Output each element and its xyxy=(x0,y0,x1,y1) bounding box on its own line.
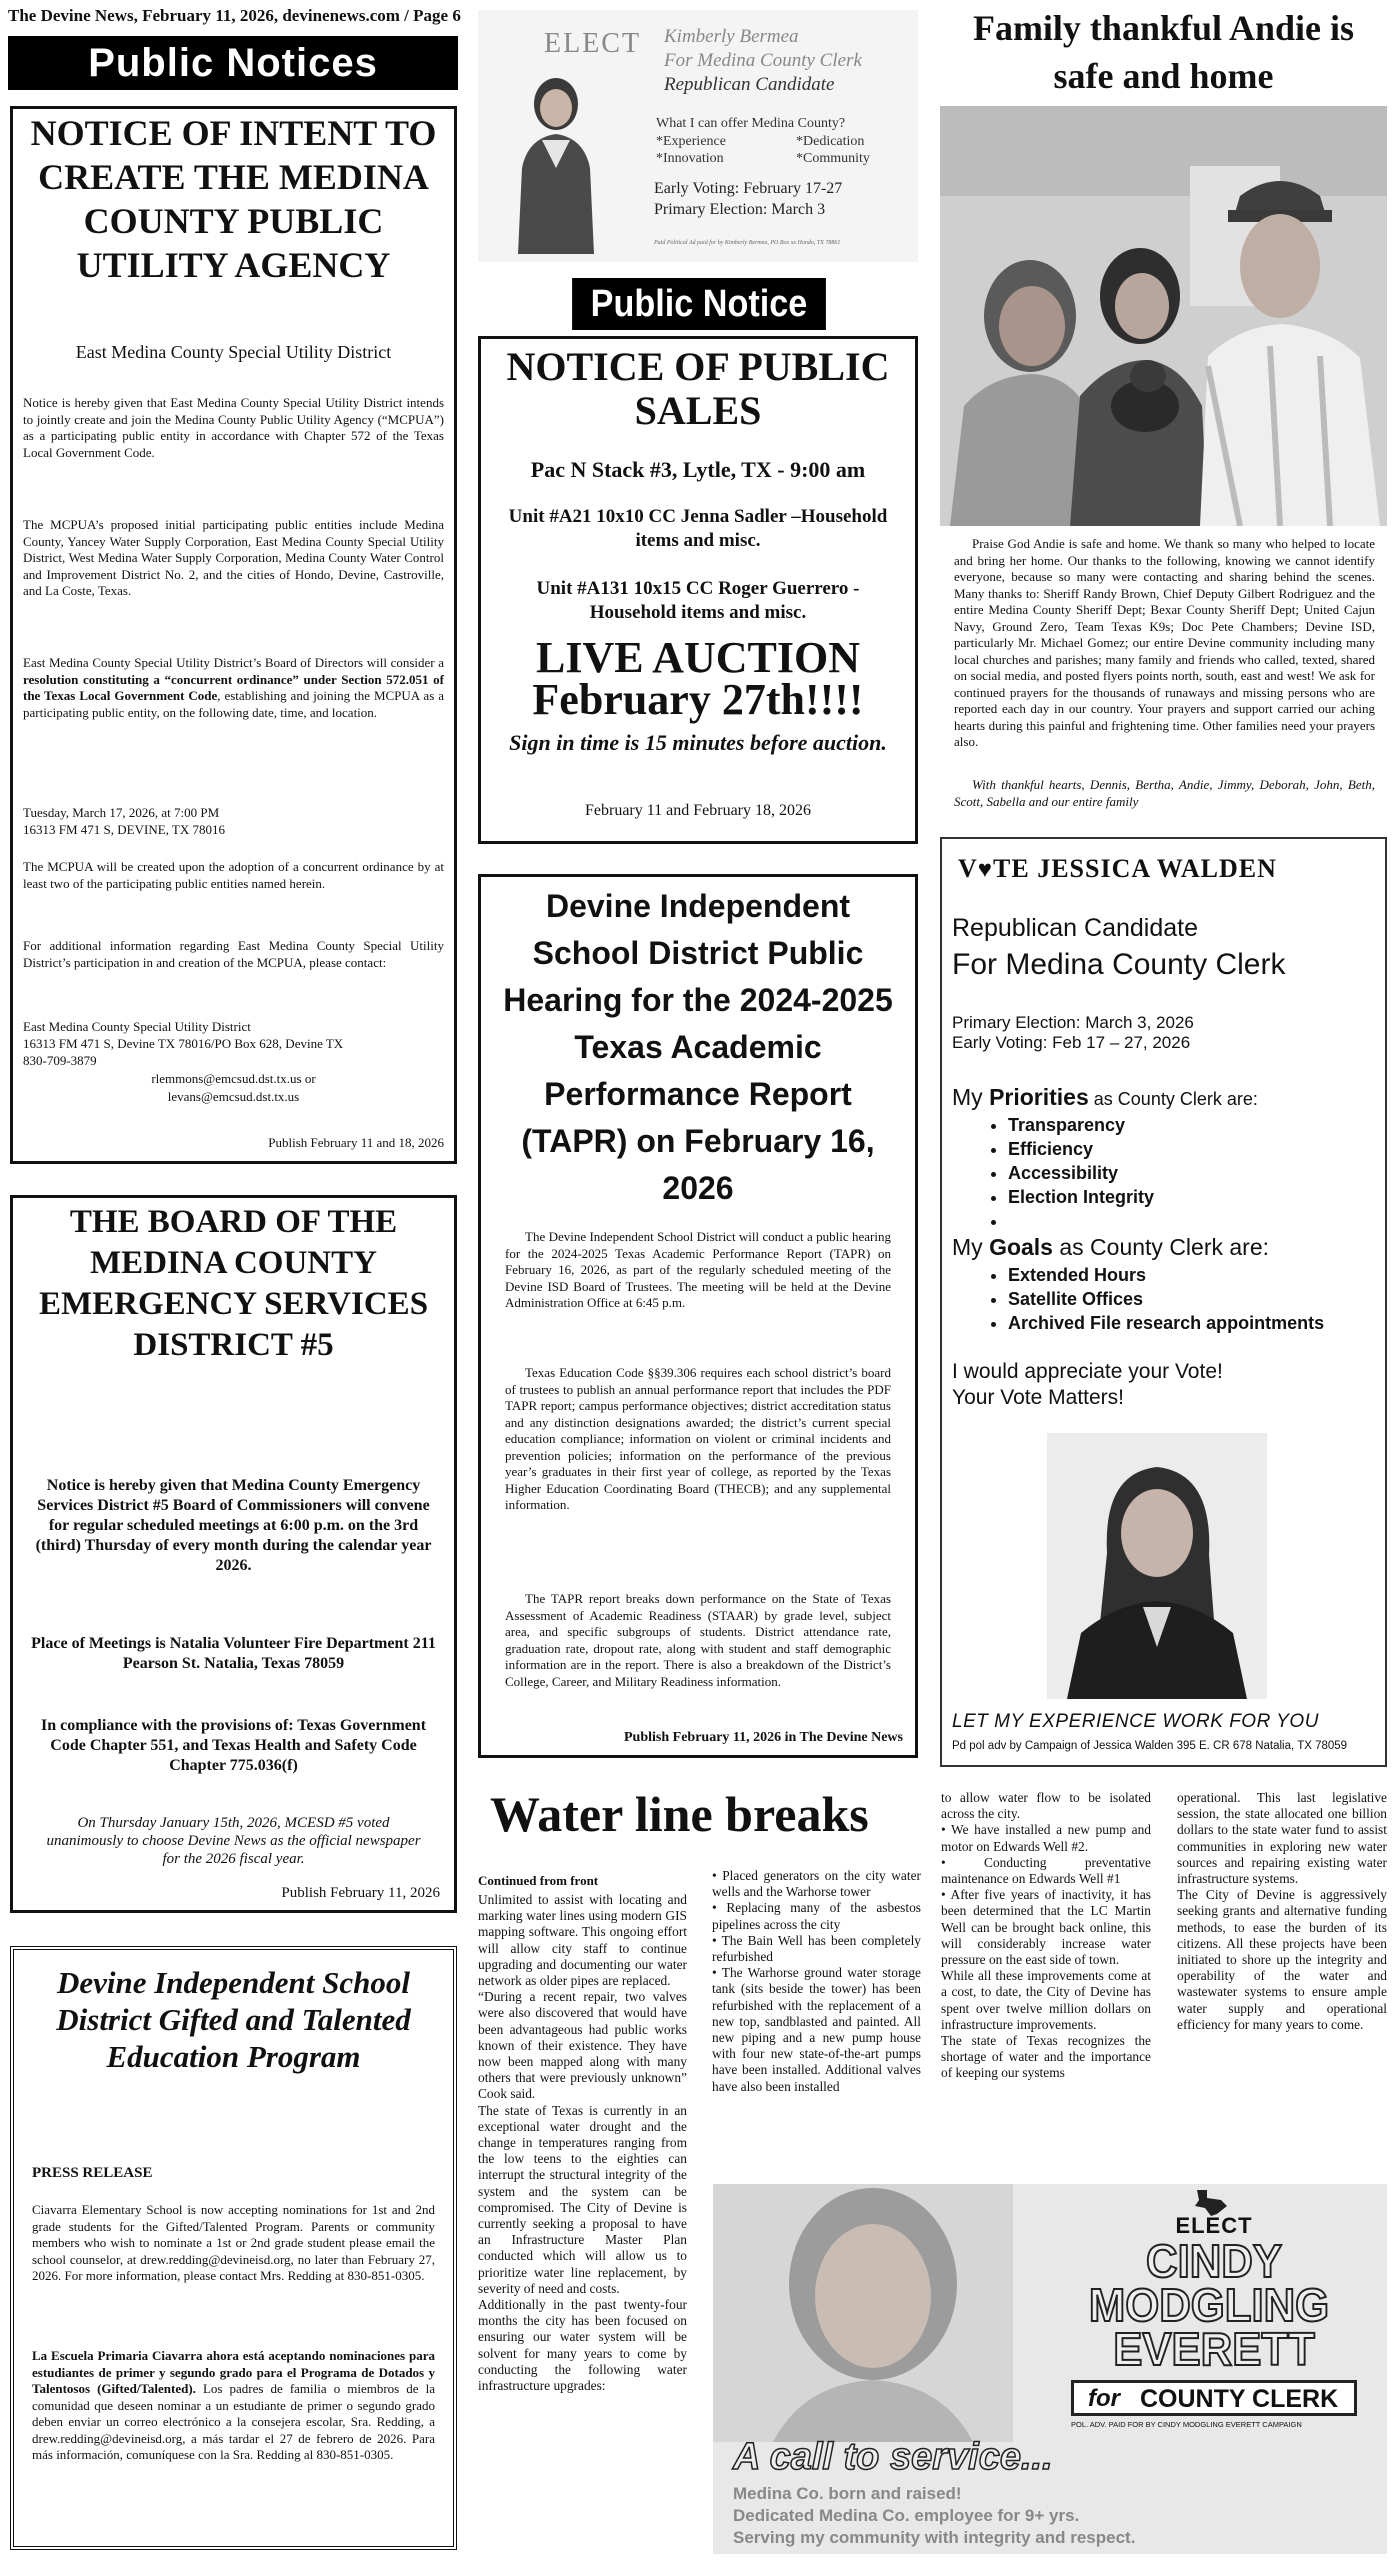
walden-appeal-1: I would appreciate your Vote! xyxy=(952,1360,1223,1383)
sales-title: NOTICE OF PUBLIC SALES xyxy=(506,344,890,433)
water-col-2: • Placed generators on the city water wells and the Warhorse tower • Replacing many of the asbestos pipelines across the city • The Bain Well has been completely refurbished • The Warhorse ground water storage tank (sits beside the tower) has been refurbished with the replacement of a new top, sandblasted and painted. All new piping and a new pump house with four new state-of-the-art pumps have been installed. Additional valves have also been installed xyxy=(712,1868,921,2094)
pua-title: NOTICE OF INTENT TO CREATE THE MEDINA COUNTY PUBLIC UTILITY AGENCY xyxy=(30,113,437,285)
list-item: • Satellite Offices xyxy=(1008,1287,1372,1311)
bermea-ad xyxy=(478,10,918,262)
everett-name-2: MODGLING xyxy=(1088,2279,1330,2331)
list-item: • Accessibility xyxy=(1008,1161,1372,1185)
sales-unit1: Unit #A21 10x10 CC Jenna Sadler –Household items and misc. xyxy=(508,506,888,551)
esd-notice xyxy=(10,1195,457,1913)
tapr-notice xyxy=(478,874,918,1758)
andie-signoff: With thankful hearts, Dennis, Bertha, Andie, Jimmy, Deborah, John, Beth, Scott, Sabella and our entire family xyxy=(954,777,1375,809)
walden-priorities-heading: My Priorities as County Clerk are: xyxy=(952,1084,1258,1110)
bermea-v3: *Innovation xyxy=(656,151,724,166)
pua-email-2: levans@emcsud.dst.tx.us xyxy=(167,1089,300,1104)
water-col-3: to allow water flow to be isolated across the city. • We have installed a new pump and motor on Edwards Well #2. • Conducting preventative maintenance on Edwards Well #1 • After five years of inactivity, it has been determined that the LC Martin Well can be brought back online, this will considerably increase water pressure on the east side of town. While all these improvements come at a cost, to date, the City of Devine has spent over twelve million dollars on infrastructure improvements. The state of Texas recognizes the shortage of water and the importance of keeping our systems xyxy=(941,1790,1151,2081)
list-item: • Archived File research appointments xyxy=(1008,1311,1372,1335)
tapr-p1: The Devine Independent School District will conduct a public hearing for the 2024-2025 Texas Academic Performance Report (TAPR) on February 16, 2026, as part of the regularly scheduled meeting of the Devine ISD Board of Trustees. The meeting will be held at the Devine Administration Office at 6:45 p.m. xyxy=(505,1229,891,1310)
tapr-title: Devine Independent School District Public Hearing for the 2024-2025 Texas Academic Performance Report (TAPR) on February 16, 2026 xyxy=(503,888,893,1206)
pua-p1: Notice is hereby given that East Medina County Special Utility District intends to jointly create and join the Medina County Public Utility Agency (“MCPUA”) as a participating public entity in accordance with Chapter 572 of the Texas Local Government Code. xyxy=(23,395,444,460)
section-banner: Public Notices xyxy=(8,36,458,90)
gt-title: Devine Independent School District Gifted and Talented Education Program xyxy=(56,1965,411,2074)
bermea-elect: ELECT xyxy=(544,28,642,59)
tapr-p2: Texas Education Code §§39.306 requires each school district’s board of trustees to publish an annual performance report that includes the PDF TAPR report; campus performance objectives; district accreditation status and any distinction designations awarded; the district’s current special education compliance; information on violent or criminal incidents and prevention policies; information on the performance of the previous year’s graduates in their first year of college, as reported by the Texas Higher Education Coordinating Board (THECB); and any supplemental information. xyxy=(505,1365,891,1512)
bermea-disclaimer: Paid Political Ad paid for by Kimberly Bermea, PO Box xx Hondo, TX 78861 xyxy=(654,240,841,246)
everett-call: A call to service... xyxy=(733,2436,1053,2478)
water-jump: Continued from front xyxy=(478,1873,599,1888)
tapr-publish: Publish February 11, 2026 in The Devine News xyxy=(624,1730,903,1745)
pua-publish: Publish February 11 and 18, 2026 xyxy=(268,1135,444,1150)
walden-slogan: LET MY EXPERIENCE WORK FOR YOU xyxy=(952,1711,1319,1732)
pua-p5: For additional information regarding East Medina County Special Utility District’s participation in and creation of the MCPUA, please contact: xyxy=(23,938,444,970)
bermea-v4: *Community xyxy=(796,151,870,166)
walden-early: Early Voting: Feb 17 – 27, 2026 xyxy=(952,1033,1191,1052)
bermea-office: For Medina County Clerk xyxy=(664,50,862,71)
heart-icon: ♥ xyxy=(977,857,994,883)
esd-p2: Place of Meetings is Natalia Volunteer Fire Department 211 Pearson St. Natalia, Texas 78059 xyxy=(31,1635,436,1672)
sales-signin: Sign in time is 15 minutes before auction. xyxy=(509,730,887,755)
walden-primary: Primary Election: March 3, 2026 xyxy=(952,1013,1194,1032)
everett-ad xyxy=(713,2184,1387,2554)
pua-date: Tuesday, March 17, 2026, at 7:00 PM xyxy=(23,805,220,820)
walden-appeal-2: Your Vote Matters! xyxy=(952,1386,1124,1409)
list-item xyxy=(1008,1209,1372,1233)
pua-address: 16313 FM 471 S, DEVINE, TX 78016 xyxy=(23,822,225,837)
sales-auction: LIVE AUCTION February 27th!!!! xyxy=(532,633,864,724)
pua-contact-1: East Medina County Special Utility District xyxy=(23,1019,251,1034)
bermea-early: Early Voting: February 17-27 xyxy=(654,180,843,197)
walden-goals-heading: My Goals as County Clerk are: xyxy=(952,1234,1270,1260)
esd-p4: On Thursday January 15th, 2026, MCESD #5 voted unanimously to choose Devine News as the official newspaper for the 2026 fiscal year. xyxy=(46,1815,421,1867)
pua-email-1: rlemmons@emcsud.dst.tx.us or xyxy=(151,1071,316,1086)
walden-ad xyxy=(940,837,1387,1767)
everett-office-box xyxy=(1071,2380,1357,2416)
everett-name-3: EVERETT xyxy=(1113,2323,1315,2375)
walden-title: V♥TE JESSICA WALDEN xyxy=(958,854,1277,883)
sales-dates: February 11 and February 18, 2026 xyxy=(584,802,812,819)
andie-photo xyxy=(940,106,1387,526)
tapr-p3: The TAPR report breaks down performance on the State of Texas Assessment of Academic Readiness (STAAR) by grade level, subject area, and specific subgroups of students. District attendance rate, graduation rate, dropout rate, along with student and staff demographic information are in the report. There is also a breakdown of the District’s College, Career, and Military Readiness information. xyxy=(505,1591,891,1689)
everett-line-1: Medina Co. born and raised! xyxy=(733,2484,962,2503)
pua-contact-3: 830-709-3879 xyxy=(23,1053,97,1068)
water-col-1: Unlimited to assist with locating and marking water lines using modern GIS mapping software. This ongoing effort will allow city staff to continue upgrading and documenting our water network as older pipes are replaced. “During a recent repair, two valves were also discovered that would have been advantageous had public works known of their existence. They have now been mapped along with many others that were previously unknown” Cook said. The state of Texas is currently in an exceptional water drought and the change in temperatures ranging from the low teens to the eighties can interrupt the structural integrity of the system and the system can be compromised. The City of Devine is currently seeking a proposal to have an Infrastructure Master Plan conducted which will allow us to prioritize water line replacement, by severity of need and costs. Additionally in the past twenty-four months the city has been focused on ensuring our water system will be solvent for many years to come by conducting the following water infrastructure upgrades: xyxy=(478,1892,687,2394)
walden-disclaimer: Pd pol adv by Campaign of Jessica Walden 395 E. CR 678 Natalia, TX 78059 xyxy=(952,1740,1348,1752)
everett-office: COUNTY CLERK xyxy=(1140,2385,1339,2413)
page-folio: The Devine News, February 11, 2026, devinenews.com / Page 6 xyxy=(8,6,461,25)
pua-p4: The MCPUA will be created upon the adoption of a concurrent ordinance by at least two of the participating public entities named herein. xyxy=(23,859,444,891)
pua-notice xyxy=(10,106,457,1164)
andie-body: Praise God Andie is safe and home. We thank so many who helped to locate and bring her home. Our thanks to the following, knowing we cannot identify everyone, because so many were contacting and sharing behind the scenes. Many thanks to: Sheriff Randy Brown, Chief Deputy Gilbert Rodriguez and the entire Medina County Sheriff Dept; Bexar County Sheriff Dept; United Cajun Navy, Ground Zero, Team Texas K9s; Doc Pete Chambers; Devine ISD, particularly Mr. Michael Gomez; our entire Devine community including many local churches and parishes; many family and friends who called, texted, shared on social media, and posted flyers points north, south, east and west! We ask for continued prayers for the thousands of runaways and missing persons who are reported each day in our country. Your prayers and support carried our aching hearts during this painful and frightening time. Other families need your prayers also. xyxy=(954,536,1375,749)
walden-office: For Medina County Clerk xyxy=(952,948,1286,981)
sales-notice xyxy=(478,336,918,844)
pua-subtitle: East Medina County Special Utility District xyxy=(75,342,392,362)
walden-priorities-list xyxy=(952,1113,1372,1233)
gt-notice xyxy=(10,1946,457,2550)
gt-english: Ciavarra Elementary School is now accepting nominations for 1st and 2nd grade students for the Gifted/Talented Program. Parents or community members who wish to nominate a 1st or 2nd grade student please email the school counselor, at drew.redding@devineisd.org, no later than February 27, 2026. For more information, please contact Mrs. Redding at 830-851-0305. xyxy=(32,2202,435,2283)
list-item: • Election Integrity xyxy=(1008,1185,1372,1209)
esd-p1: Notice is hereby given that Medina County Emergency Services District #5 Board of Commissioners will convene for regular scheduled meetings at 6:00 p.m. on the 3rd (third) Thursday of every month during the calendar year 2026. xyxy=(35,1477,432,1574)
sales-banner: Public Notice xyxy=(572,278,826,330)
pua-p2: The MCPUA’s proposed initial participating public entities include Medina County, Yancey Water Supply Corporation, East Medina County Special Utility District, West Medina Water Supply Corporation, Medina County Water Control and Improvement District No. 2, and the cities of Hondo, Devine, Castroville, and La Coste, Texas. xyxy=(23,517,444,598)
esd-title: THE BOARD OF THE MEDINA COUNTY EMERGENCY SERVICES DISTRICT #5 xyxy=(38,1204,429,1363)
everett-office-for: for xyxy=(1088,2385,1120,2412)
bermea-primary: Primary Election: March 3 xyxy=(654,201,826,218)
sales-unit2: Unit #A131 10x15 CC Roger Guerrero - Household items and misc. xyxy=(536,578,860,623)
everett-paid: POL. ADV. PAID FOR BY CINDY MODGLING EVERETT CAMPAIGN xyxy=(1071,2420,1302,2429)
esd-p3: In compliance with the provisions of: Texas Government Code Chapter 551, and Texas Health and Safety Code Chapter 775.036(f) xyxy=(40,1717,427,1774)
everett-line-2: Dedicated Medina Co. employee for 9+ yrs. xyxy=(733,2506,1080,2525)
bermea-v1: *Experience xyxy=(656,134,726,149)
bermea-question: What I can offer Medina County? xyxy=(656,116,846,131)
esd-publish: Publish February 11, 2026 xyxy=(281,1885,440,1901)
water-col-4: operational. This last legislative session, the state allocated one billion dollars to the state water fund to assist communities in exploring new water sources and repairing existing water infrastructure systems. The City of Devine is aggressively seeking grants and alternative funding methods, to ease the burden of its citizens. All these projects have been initiated to shore up the integrity and operability of the water and wastewater systems to ensure ample water supply and operational efficiency for many years to come. xyxy=(1177,1790,1387,2032)
gt-spanish: La Escuela Primaria Ciavarra ahora está aceptando nominaciones para estudiantes de primer y segundo grado para el Programa de Dotados y Talentosos (Gifted/Talented). Los padres de familia o miembros de la comunidad que deseen nominar a un estudiante de primer o segundo grado deben enviar un correo electrónico a la consejera escolar, Sra. Redding, a drew.redding@devineisd.org, a más tardar el 27 de febrero de 2026. Para más información, comuníquese con la Sra. Redding al 830-851-0305. xyxy=(32,2348,435,2462)
walden-photo xyxy=(1047,1433,1267,1699)
list-item: • Transparency xyxy=(1008,1113,1372,1137)
bermea-party: Republican Candidate xyxy=(664,74,835,95)
everett-photo xyxy=(713,2184,1013,2442)
sales-location: Pac N Stack #3, Lytle, TX - 9:00 am xyxy=(530,457,866,482)
list-item: • Extended Hours xyxy=(1008,1263,1372,1287)
pua-p3: East Medina County Special Utility District’s Board of Directors will consider a resolution constituting a “concurrent ordinance” under Section 572.051 of the Texas Local Government Code, establishing and joining the MCPUA as a participating public entity, on the following date, time, and location. xyxy=(23,655,444,720)
walden-candidate: Republican Candidate xyxy=(952,914,1199,942)
andie-headline: Family thankful Andie is safe and home xyxy=(972,8,1355,96)
pua-contact-2: 16313 FM 471 S, Devine TX 78016/PO Box 628, Devine TX xyxy=(23,1036,344,1051)
everett-elect: ELECT xyxy=(1175,2213,1253,2238)
everett-name-1: CINDY xyxy=(1146,2235,1282,2287)
list-item: • Efficiency xyxy=(1008,1137,1372,1161)
bermea-v2: *Dedication xyxy=(796,134,865,149)
bermea-name: Kimberly Bermea xyxy=(664,26,799,47)
water-headline: Water line breaks xyxy=(490,1786,869,1842)
bermea-photo xyxy=(508,68,604,254)
everett-line-3: Serving my community with integrity and respect. xyxy=(733,2528,1136,2547)
walden-goals-list xyxy=(952,1263,1372,1335)
gt-label: PRESS RELEASE xyxy=(32,2165,153,2181)
